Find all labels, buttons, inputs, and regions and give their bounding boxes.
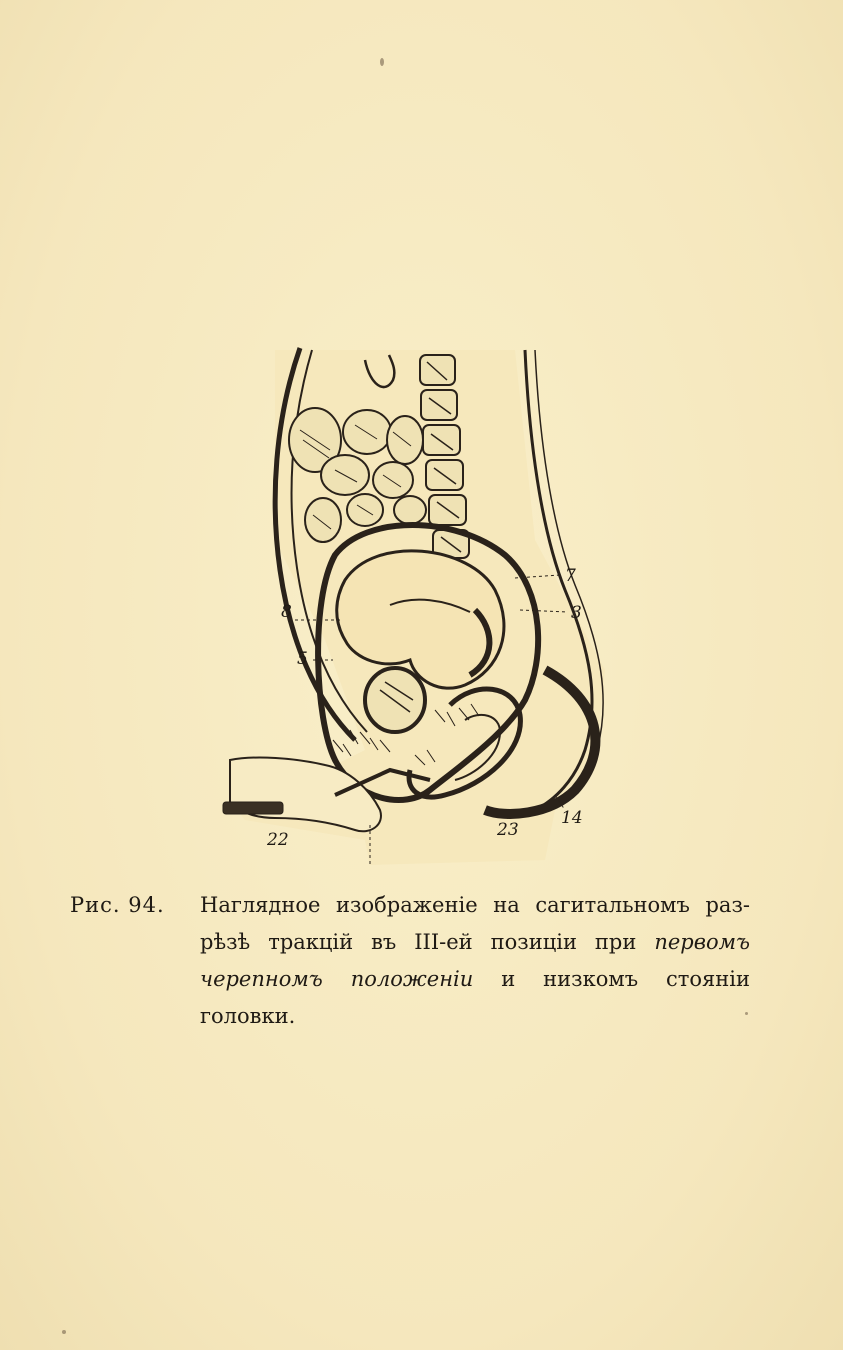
label-23: 23 bbox=[497, 820, 519, 840]
caption-text bbox=[200, 887, 750, 1035]
caption-italic: первомъ черепномъ положеніи bbox=[200, 930, 750, 991]
figure-caption bbox=[70, 887, 760, 1035]
anatomical-illustration bbox=[215, 340, 615, 865]
label-7: 7 bbox=[565, 566, 576, 586]
paper-speck bbox=[745, 1012, 748, 1015]
caption-part2: и низкомъ стояніи головки. bbox=[200, 967, 751, 1028]
paper-speck bbox=[380, 58, 384, 66]
paper-speck bbox=[62, 1330, 66, 1334]
sagittal-section-drawing bbox=[215, 340, 615, 865]
label-5: 5 bbox=[297, 649, 308, 669]
label-14: 14 bbox=[561, 808, 583, 828]
label-8: 8 bbox=[281, 602, 292, 622]
caption-label: Рис. 94. bbox=[70, 893, 165, 917]
label-3: 3 bbox=[571, 603, 582, 623]
label-22: 22 bbox=[267, 830, 289, 850]
caption-part1: Наглядное изображеніе на сагитальномъ раз-рѣзѣ тракцій въ III-ей позиціи при bbox=[200, 893, 750, 954]
